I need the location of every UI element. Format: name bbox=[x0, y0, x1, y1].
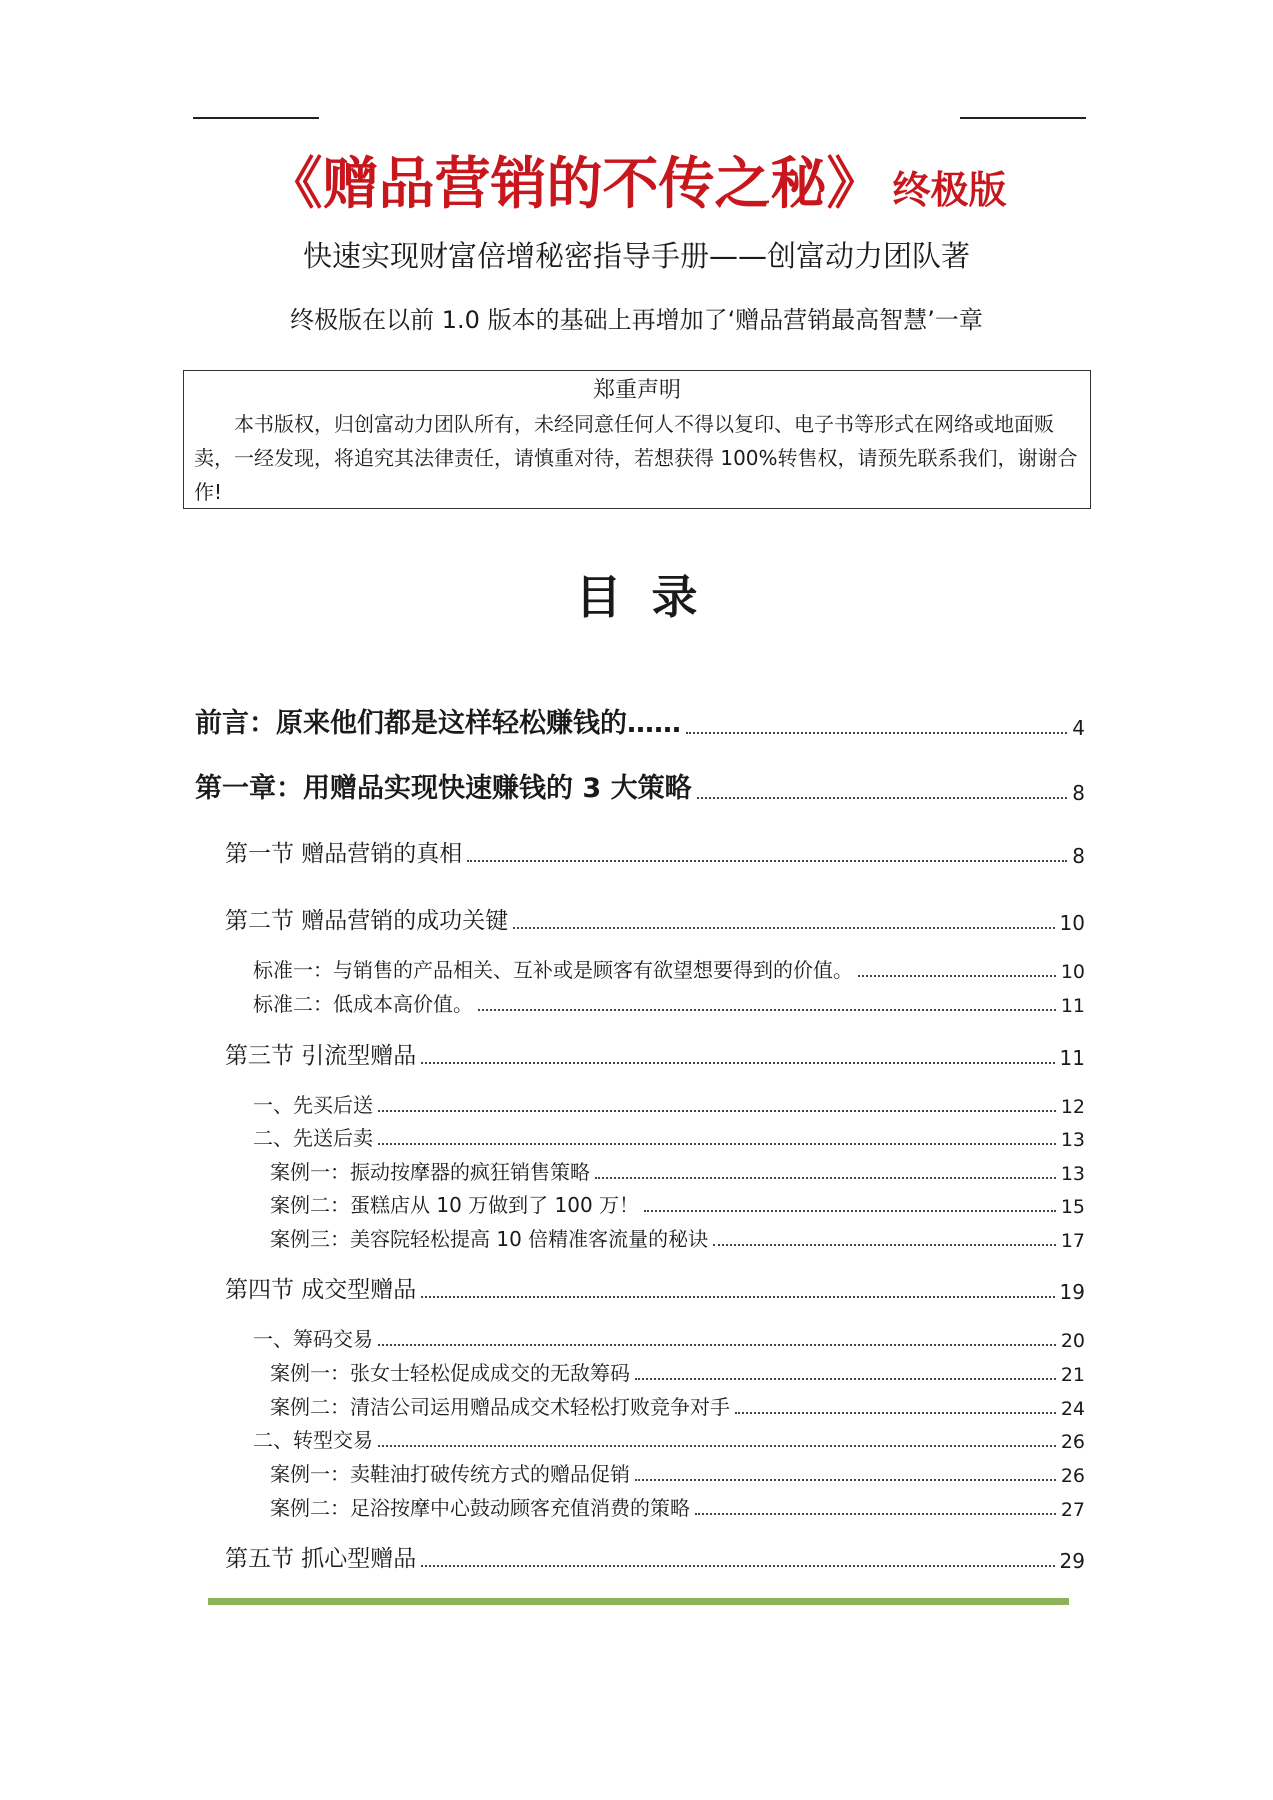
toc-entry[interactable] bbox=[253, 953, 1085, 983]
toc-leader bbox=[686, 731, 1067, 734]
toc-entry-page: 8 bbox=[1072, 844, 1085, 868]
toc-entry-title: 二、先送后卖 bbox=[253, 1126, 373, 1150]
toc-entry[interactable] bbox=[225, 1036, 1085, 1070]
toc-entry[interactable] bbox=[270, 1491, 1085, 1521]
toc-entry-title: 标准一：与销售的产品相关、互补或是顾客有欲望想要得到的价值。 bbox=[253, 958, 853, 982]
toc-entry-title: 一、筹码交易 bbox=[253, 1327, 373, 1351]
toc-entry-page: 13 bbox=[1060, 1163, 1085, 1185]
toc-entry-page: 29 bbox=[1059, 1549, 1085, 1573]
subtitle: 快速实现财富倍增秘密指导手册——创富动力团队著 bbox=[302, 239, 970, 273]
toc-entry[interactable] bbox=[195, 700, 1085, 740]
toc-entry-page: 10 bbox=[1060, 961, 1085, 983]
toc-leader bbox=[735, 1411, 1056, 1414]
toc-entry-title: 标准二：低成本高价值。 bbox=[253, 992, 473, 1016]
toc-leader bbox=[478, 1008, 1056, 1011]
toc-heading: 目录 bbox=[575, 570, 728, 624]
toc-leader bbox=[697, 796, 1068, 799]
toc-entry-title: 一、先买后送 bbox=[253, 1093, 373, 1117]
toc-entry-title: 前言：原来他们都是这样轻松赚钱的…… bbox=[195, 708, 681, 739]
toc-entry-page: 20 bbox=[1060, 1330, 1085, 1352]
toc-leader bbox=[513, 926, 1054, 929]
toc-leader bbox=[695, 1512, 1056, 1515]
toc-entry[interactable] bbox=[225, 1270, 1085, 1304]
toc-entry-title: 案例二：清洁公司运用赠品成交术轻松打败竞争对手 bbox=[270, 1395, 730, 1419]
toc-entry[interactable] bbox=[253, 1121, 1085, 1151]
toc-entry-page: 17 bbox=[1060, 1230, 1085, 1252]
toc-entry-title: 案例一：卖鞋油打破传统方式的赠品促销 bbox=[270, 1462, 630, 1486]
title-main: 《赠品营销的不传之秘》 bbox=[266, 152, 883, 217]
toc-entry-page: 4 bbox=[1072, 716, 1085, 740]
toc-entry[interactable] bbox=[225, 901, 1085, 935]
toc-leader bbox=[713, 1243, 1056, 1246]
toc-leader bbox=[467, 859, 1067, 862]
header-rule-right bbox=[960, 117, 1086, 119]
toc-entry-page: 26 bbox=[1060, 1465, 1085, 1487]
toc-entry-page: 13 bbox=[1060, 1129, 1085, 1151]
toc-entry-page: 8 bbox=[1072, 781, 1085, 805]
toc-entry[interactable] bbox=[225, 1539, 1085, 1573]
title-edition: 终极版 bbox=[892, 168, 1007, 212]
toc-entry-title: 案例一：振动按摩器的疯狂销售策略 bbox=[270, 1160, 590, 1184]
notice-body: 本书版权，归创富动力团队所有，未经同意任何人不得以复印、电子书等形式在网络或地面贩卖，一经发现，将追究其法律责任，请慎重对待，若想获得 100%转售权，请预先联系我们，谢谢合作! bbox=[194, 412, 1078, 504]
toc-entry-page: 10 bbox=[1059, 911, 1085, 935]
toc-entry[interactable] bbox=[253, 987, 1085, 1017]
toc-leader bbox=[378, 1444, 1056, 1447]
toc-entry[interactable] bbox=[253, 1322, 1085, 1352]
header-rule-left bbox=[193, 117, 319, 119]
toc-entry-title: 第五节 抓心型赠品 bbox=[225, 1546, 417, 1572]
toc-entry-page: 26 bbox=[1060, 1431, 1085, 1453]
toc-leader bbox=[595, 1176, 1056, 1179]
toc-entry-title: 案例二：蛋糕店从 10 万做到了 100 万！ bbox=[270, 1193, 640, 1217]
toc-leader bbox=[421, 1295, 1054, 1298]
toc-entry-page: 21 bbox=[1060, 1364, 1085, 1386]
toc-entry[interactable] bbox=[270, 1155, 1085, 1185]
footer-rule bbox=[208, 1598, 1069, 1605]
toc-leader bbox=[635, 1478, 1056, 1481]
toc-entry[interactable] bbox=[195, 765, 1085, 805]
toc-leader bbox=[635, 1377, 1056, 1380]
toc-entry-page: 19 bbox=[1059, 1280, 1085, 1304]
toc-entry[interactable] bbox=[270, 1390, 1085, 1420]
edition-note: 终极版在以前 1.0 版本的基础上再增加了‘赠品营销最高智慧’一章 bbox=[290, 306, 983, 334]
copyright-notice bbox=[183, 370, 1091, 509]
notice-title: 郑重声明 bbox=[592, 378, 681, 403]
toc-entry[interactable] bbox=[270, 1356, 1085, 1386]
toc-entry-title: 案例三：美容院轻松提高 10 倍精准客流量的秘诀 bbox=[270, 1227, 709, 1251]
document-title bbox=[0, 150, 1273, 225]
toc-entry-page: 27 bbox=[1060, 1499, 1085, 1521]
toc-entry[interactable] bbox=[253, 1423, 1085, 1453]
toc-entry-page: 15 bbox=[1060, 1196, 1085, 1218]
toc-leader bbox=[644, 1209, 1056, 1212]
toc-leader bbox=[378, 1142, 1056, 1145]
toc-entry-title: 第二节 赠品营销的成功关键 bbox=[225, 908, 509, 934]
toc-entry-title: 第四节 成交型赠品 bbox=[225, 1277, 417, 1303]
toc-entry-title: 二、转型交易 bbox=[253, 1428, 373, 1452]
toc-entry-page: 24 bbox=[1060, 1398, 1085, 1420]
toc-entry-title: 案例一：张女士轻松促成成交的无敌筹码 bbox=[270, 1361, 630, 1385]
toc-leader bbox=[421, 1061, 1054, 1064]
toc-entry-title: 案例二：足浴按摩中心鼓动顾客充值消费的策略 bbox=[270, 1496, 690, 1520]
toc-entry-title: 第三节 引流型赠品 bbox=[225, 1043, 417, 1069]
toc-leader bbox=[378, 1343, 1056, 1346]
toc-entry[interactable] bbox=[253, 1088, 1085, 1118]
toc-entry-page: 11 bbox=[1059, 1046, 1085, 1070]
toc-leader bbox=[421, 1564, 1054, 1567]
toc-entry-title: 第一章：用赠品实现快速赚钱的 3 大策略 bbox=[195, 773, 692, 804]
toc-entry[interactable] bbox=[270, 1222, 1085, 1252]
toc-entry-page: 11 bbox=[1060, 995, 1085, 1017]
toc-entry-title: 第一节 赠品营销的真相 bbox=[225, 841, 463, 867]
toc-entry[interactable] bbox=[270, 1188, 1085, 1218]
toc-entry-page: 12 bbox=[1060, 1096, 1085, 1118]
toc-leader bbox=[378, 1109, 1056, 1112]
toc-entry[interactable] bbox=[225, 834, 1085, 868]
toc-leader bbox=[858, 974, 1056, 977]
toc-entry[interactable] bbox=[270, 1457, 1085, 1487]
